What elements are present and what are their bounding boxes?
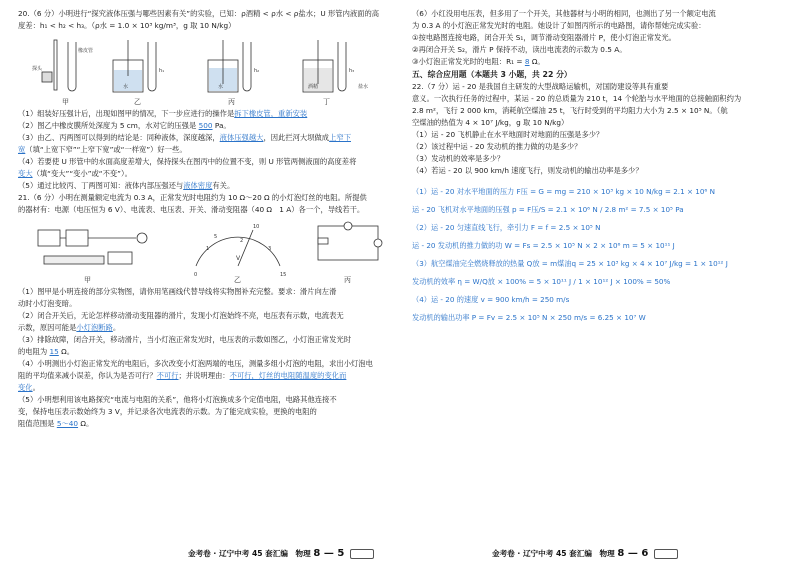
solution-line: 运 - 20 发动机的推力做的功 W = Fs = 2.5 × 10⁵ N × 2 × 10⁶ m = 5 × 10¹¹ J — [412, 241, 675, 250]
footer-title: 金考卷 · 辽宁中考 45 套汇编 物理 — [188, 549, 311, 558]
meter-tick-2: 2 — [240, 238, 244, 244]
right-footer — [492, 548, 678, 559]
q20-p3b: 宽（填“上宽下窄”“上窄下宽”或“一样宽”）好一些。 — [18, 145, 187, 154]
section-heading: 五、综合应用题（本题共 3 小题，共 22 分） — [412, 70, 572, 79]
q21-p4: （4）小明测出小灯泡正常发光的电阻后，多次改变小灯泡两端的电压，测量多组小灯泡的电阻，求出小灯泡电 — [18, 359, 373, 368]
meter-tick-10: 10 — [253, 224, 260, 230]
q21-p3b: 的电阻为 15 Ω。 — [18, 347, 75, 356]
meter-tick-3: 3 — [268, 246, 272, 252]
fig-label-ding: 丁 — [323, 98, 330, 106]
fig-label-bing: 丙 — [228, 98, 235, 106]
q22-line4: 空煤油的热值为 4 × 10⁷ J/kg，g 取 10 N/kg） — [412, 118, 569, 127]
q22-line2: 意义。一次执行任务的过程中，某运 - 20 的总质量为 210 t，14 个轮胎与水平地面的总接触面积约为 — [412, 94, 742, 103]
q21-p4c: 变化。 — [18, 383, 40, 392]
q21-p1b: 动时小灯泡变暗。 — [18, 299, 77, 308]
left-footer — [188, 548, 374, 559]
fig-small-saltwater: 盐水 — [358, 84, 369, 90]
q21-6-line1: （6）小红没用电压表，但多用了一个开关，其他器材与小明的相同，也测出了另一个额定电流 — [412, 9, 716, 18]
fig-small-water1: 水 — [123, 84, 129, 90]
q20-p1: （1）组装好压强计后，出现如图甲的情况，下一步应进行的操作是拆下橡皮管，重新安装 — [18, 109, 308, 118]
fig-small-h2: h₂ — [254, 68, 260, 74]
q21-p5b: 变，保持电压表示数始终为 3 V，并记录各次电流表的示数。为了能完成实验，更换的电阻的 — [18, 407, 317, 416]
pressure-gauge-figure — [18, 32, 403, 108]
left-page — [18, 0, 403, 569]
fig-small-alcohol: 酒精 — [308, 84, 319, 90]
fig-label-jia: 甲 — [62, 98, 69, 106]
q22-q2: （2）该过程中运 - 20 发动机的推力做的功是多少？ — [412, 142, 582, 151]
meter-unit: V — [236, 255, 241, 262]
q22-line3: 2.8 m²，飞行 2 000 km，消耗航空煤油 25 t，飞行时受到的平均阻力大小为 2.5 × 10⁵ N。（航 — [412, 106, 728, 115]
fig21-label-jia: 甲 — [84, 276, 91, 284]
meter-tick-5: 5 — [214, 234, 218, 240]
q21-p5c: 阻值范围是 5～40 Ω。 — [18, 419, 94, 428]
fig21-label-bing: 丙 — [344, 276, 351, 284]
q21-stem-line2: 的器材有：电源（电压恒为 6 V）、电流表、电压表、开关、滑动变阻器（40 Ω 1 A）各一个，导线若干。 — [18, 205, 365, 214]
q22-q4: （4）若运 - 20 以 900 km/h 速度飞行，则发动机的输出功率是多少？ — [412, 166, 643, 175]
meter-tick-1: 1 — [206, 246, 210, 252]
q22-line1: 22.（7 分）运 - 20 是我国自主研发的大型战略运输机，对国防建设等具有重要 — [412, 82, 669, 91]
fig-small-water2: 水 — [218, 84, 224, 90]
q21-6-line5: ③小灯泡正常发光时的电阻：R₁ = 8 Ω。 — [412, 57, 545, 66]
q20-p2: （2）图乙中橡皮膜所处深度为 5 cm，水对它的压强是 500 Pa。 — [18, 121, 231, 130]
meter-tick-15: 15 — [280, 272, 287, 278]
meter-tick-0: 0 — [194, 272, 198, 278]
q21-p1: （1）图甲是小明连接的部分实物图，请你用笔画线代替导线将实物图补充完整。要求：滑片向左滑 — [18, 287, 337, 296]
q21-6-line2: 为 0.3 A 的小灯泡正常发光时的电阻。她设计了如图丙所示的电路图，请你帮她完成实验： — [412, 21, 706, 30]
q22-q3: （3）发动机的效率是多少？ — [412, 154, 505, 163]
fig-small-h1: h₁ — [159, 68, 165, 74]
footer-page-number: 8 — 6 — [617, 548, 649, 559]
solution-line: 运 - 20 飞机对水平地面的压强 p = F压/S = 2.1 × 10⁶ N / 2.8 m² = 7.5 × 10⁵ Pa — [412, 205, 684, 214]
fig21-label-yi: 乙 — [234, 276, 241, 284]
footer-logo-icon — [654, 549, 678, 559]
footer-logo-icon — [350, 549, 374, 559]
footer-page-number: 8 — 5 — [313, 548, 345, 559]
q20-p3: （3）由乙、丙两图可以得到的结论是：同种液体，深度越深，液体压强越大，因此拦河大坝做成上窄下 — [18, 133, 351, 142]
solution-line: （3）航空煤油完全燃烧释放的热量 Q放 = m煤油q = 25 × 10³ kg × 4 × 10⁷ J/kg = 1 × 10¹² J — [412, 259, 728, 268]
fig-small-probe: 探头 — [32, 66, 43, 72]
solution-line: 发动机的效率 η = W/Q放 × 100% = 5 × 10¹¹ J / 1 × 10¹² J × 100% = 50% — [412, 277, 671, 286]
q20-stem-line2: 度差：h₁ < h₂ < h₃。（ρ水 = 1.0 × 10³ kg/m³，g 取 10 N/kg） — [18, 21, 236, 30]
q21-p4b: 阻的平均值来减小误差，你认为是否可行？不可行；并说明理由：不可行，灯丝的电阻随温度的变化而 — [18, 371, 347, 380]
q20-figure — [18, 32, 403, 108]
circuit-figure — [18, 216, 403, 286]
q21-p3: （3）排除故障，闭合开关，移动滑片，当小灯泡正常发光时，电压表的示数如图乙，小灯泡正常发光时 — [18, 335, 351, 344]
q20-p5: （5）通过比较丙、丁两图可知：液体内部压强还与液体密度有关。 — [18, 181, 235, 190]
q20-p4: （4）若要使 U 形管中的水面高度差增大，保持探头在图丙中的位置不变，则 U 形管两侧液面的高度差将 — [18, 157, 357, 166]
solution-line: （4）运 - 20 的速度 v = 900 km/h = 250 m/s — [412, 295, 570, 304]
fig-label-yi: 乙 — [134, 98, 141, 106]
solution-line: （1）运 - 20 对水平地面的压力 F压 = G = mg = 210 × 10³ kg × 10 N/kg = 2.1 × 10⁶ N — [412, 187, 715, 196]
q20-p4b: 变大（填“变大”“变小”或“不变”）。 — [18, 169, 132, 178]
solution-line: 发动机的输出功率 P = Fv = 2.5 × 10⁵ N × 250 m/s = 6.25 × 10⁷ W — [412, 313, 646, 322]
q21-p5: （5）小明想利用该电路探究“电流与电阻的关系”，他将小灯泡换成多个定值电阻，电路其他连接不 — [18, 395, 337, 404]
q21-6-line4: ②再闭合开关 S₂，滑片 P 保持不动，读出电流表的示数为 0.5 A。 — [412, 45, 627, 54]
q20-stem-line1: 20.（6 分）小明进行“探究液体压强与哪些因素有关”的实验，已知：ρ酒精 < ρ水 < ρ盐水；U 形管内液面的高 — [18, 9, 380, 18]
q21-p2: （2）闭合开关后，无论怎样移动滑动变阻器的滑片，发现小灯泡始终不亮，电压表有示数，电流表无 — [18, 311, 344, 320]
q22-q1: （1）运 - 20 飞机静止在水平地面时对地面的压强是多少？ — [412, 130, 604, 139]
fig-small-h3: h₃ — [349, 68, 355, 74]
right-page — [412, 0, 797, 569]
footer-title: 金考卷 · 辽宁中考 45 套汇编 物理 — [492, 549, 615, 558]
q21-stem-line1: 21.（6 分）小明在测量额定电流为 0.3 A，正常发光时电阻约为 10 Ω～20 Ω 的小灯泡灯丝的电阻。所提供 — [18, 193, 367, 202]
q21-figure — [18, 216, 403, 286]
q21-p2b: 示数，原因可能是小灯泡断路。 — [18, 323, 121, 332]
solution-line: （2）运 - 20 匀速直线飞行，牵引力 F = f = 2.5 × 10⁵ N — [412, 223, 601, 232]
fig-small-tube: 橡皮管 — [78, 48, 94, 54]
q21-6-line3: ①按电路图连接电路，闭合开关 S₁，调节滑动变阻器滑片 P，使小灯泡正常发光。 — [412, 33, 676, 42]
